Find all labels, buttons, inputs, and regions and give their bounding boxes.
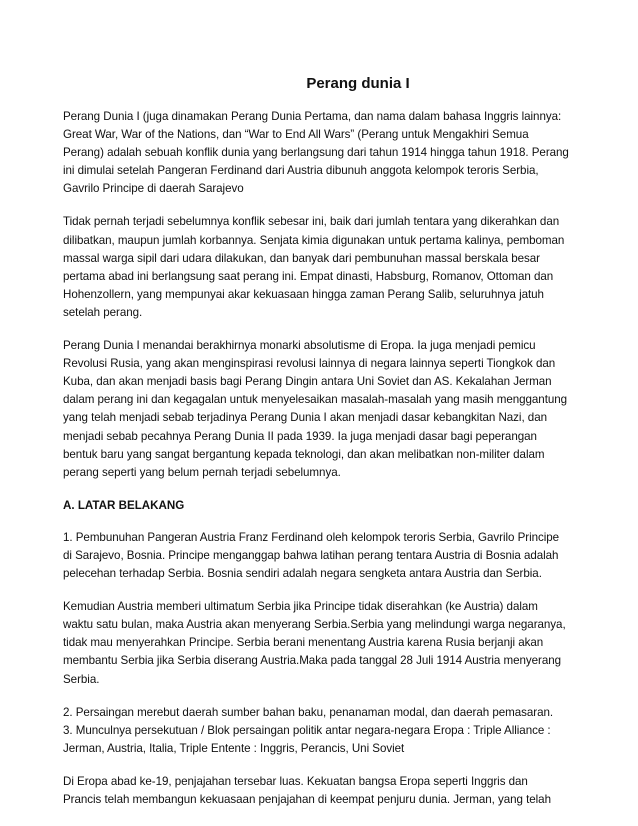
document-page <box>63 74 569 824</box>
cause-3-paragraph: 3. Munculnya persekutuan / Blok persaingan politik antar negara-negara Eropa : Triple Alliance : Jerman, Austria, Italia, Triple Entente : Inggris, Perancis, Uni Soviet <box>63 723 551 755</box>
consequences-paragraph: Perang Dunia I menandai berakhirnya monarki absolutisme di Eropa. Ia juga menjadi pemicu Revolusi Rusia, yang akan menginspirasi revolusi lainnya di negara lainnya seperti Tiongkok dan Kuba, dan akan menjadi basis bagi Perang Dingin antara Uni Soviet dan AS. Kekalahan Jerman dalam perang ini dan kegagalan untuk menyelesaikan masalah-masalah yang masih menggantung yang telah menjadi sebab terjadinya Perang Dunia I akan menjadi dasar kebangkitan Nazi, dan menjadi sebab pecahnya Perang Dunia II pada 1939. Ia juga menjadi dasar bagi peperangan bentuk baru yang sangat bergantung kepada teknologi, dan akan melibatkan non-militer dalam perang seperti yang belum pernah terjadi sebelumnya. <box>63 339 568 479</box>
conflict-paragraph: Tidak pernah terjadi sebelumnya konflik sebesar ini, baik dari jumlah tentara yang dikerahkan dan dilibatkan, maupun jumlah korbannya. Senjata kimia digunakan untuk pertama kalinya, pemboman massal warga sipil dari udara dilakukan, dan banyak dari pembunuhan massal berskala besar pertama abad ini berlangsung saat perang ini. Empat dinasti, Habsburg, Romanov, Ottoman dan Hohenzollern, yang mempunyai akar kekuasaan hingga zaman Perang Salib, seluruhnya jatuh setelah perang. <box>63 215 565 319</box>
cause-2-paragraph: 2. Persaingan merebut daerah sumber bahan baku, penanaman modal, dan daerah pemasaran. <box>63 705 554 719</box>
cause-1-paragraph: 1. Pembunuhan Pangeran Austria Franz Ferdinand oleh kelompok teroris Serbia, Gavrilo Principe di Sarajevo, Bosnia. Principe menganggap bahwa latihan perang tentara Austria di Bosnia adalah pelecehan terhadap Serbia. Bosnia sendiri adalah negara sengketa antara Austria dan Serbia. <box>63 530 560 581</box>
document-title: Perang dunia I <box>306 75 410 92</box>
ultimatum-paragraph: Kemudian Austria memberi ultimatum Serbia jika Principe tidak diserahkan (ke Austria) dalam waktu satu bulan, maka Austria akan menyerang Serbia.Serbia yang melindungi warga negaranya, tidak mau menyerahkan Principe. Serbia berani menentang Austria karena Rusia berjanji akan membantu Serbia jika Serbia diserang Austria.Maka pada tanggal 28 Juli 1914 Austria menyerang Serbia. <box>63 600 566 686</box>
intro-paragraph: Perang Dunia I (juga dinamakan Perang Dunia Pertama, dan nama dalam bahasa Inggris lainnya: Great War, War of the Nations, dan “War to End All Wars” (Perang untuk Mengakhiri Semua Perang) adalah sebuah konflik dunia yang berlangsung dari tahun 1914 hingga tahun 1918. Perang ini dimulai setelah Pangeran Ferdinand dari Austria dibunuh anggota kelompok teroris Serbia, Gavrilo Principe di daerah Sarajevo <box>63 110 569 196</box>
colonialism-paragraph: Di Eropa abad ke-19, penjajahan tersebar luas. Kekuatan bangsa Eropa seperti Inggris dan Prancis telah membangun kekuasaan penjajahan di keempat penjuru dunia. Jerman, yang telah <box>63 774 551 806</box>
section-heading: A. LATAR BELAKANG <box>63 498 185 512</box>
